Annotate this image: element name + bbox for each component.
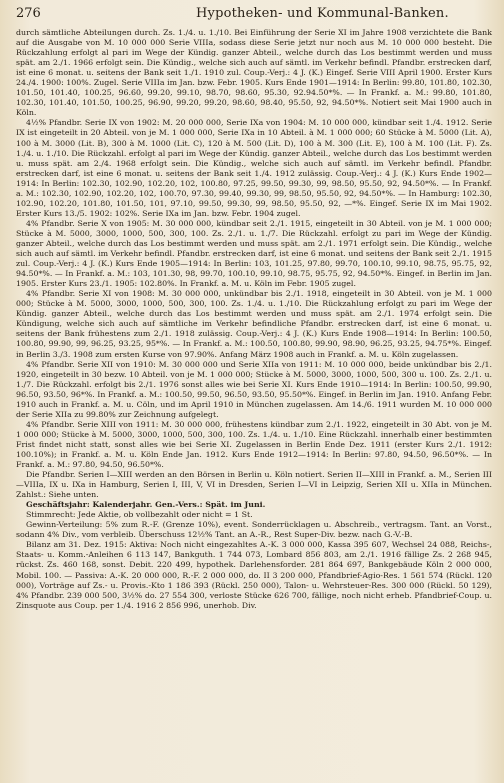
paragraph-bilanz: Bilanz am 31. Dez. 1915: Aktiva: Noch nicht eingezahltes A.-K. 3 000 000, Kassa 395 607, Wechsel 24 088, Reichs-, Staats- u. Komm.-Anleihen 6 113 147, Bankguth. 1 744 073, Lombard 856 803, am 2./1. 1916 fällige Zs. 2 268 945, rückst. Zs. 460 168, sonst. Debit. 220 499, hypothek. Darlehensforder. 281 864 697, Bankgebäude Köln 2 000 000, Mobil. 100. — Passiva: A.-K. 20 000 000, R.-F. 2 000 000, do. II 3 200 000, Pfandbrief-Agio-Res. 1 561 574 (Rückl. 120 000), Vorträge auf Zs.- u. Provis.-Kto 1 186 393 (Rückl. 250 000), Talon- u. Wehrsteuer-Res. 300 000 (Rückl. 50 129), 4% Pfandbr. 239 000 500, 3½% do. 27 554 300, verloste Stücke 626 700, fällige, noch nicht erheb. Pfandbrief-Coup. u. Zinsquote aus Coup. per 1./4. 1916 2 856 996, unerhob. Div.	[16, 540, 492, 610]
paragraph-serie-viii: durch sämtliche Abteilungen durch. Zs. 1./4. u. 1./10. Bei Einführung der Serie XI im Jahre 1908 verzichtete die Bank auf die Ausgabe von M. 10 000 000 Serie VIIIa, sodass diese Serie jetzt nur noch aus M. 10 000 000 besteht. Die Rückzahlung erfolgt al pari im Wege der Kündig. ganzer Abteil., welche durch das Los bestimmt werden und muss spät. am 2./1. 1966 erfolgt sein. Die Kündig., welche sich auch auf sämtl. im Verkehr befindl. Pfandbr. erstrecken darf, ist eine 6 monat. u. seitens der Bank seit 1./1. 1910 zul. Coup.-Verj.: 4 J. (K.) Eingef. Serie VIII April 1900. Erster Kurs 24./4. 1900: 100%. Zugel. Serie VIIIa im Jan. bzw. Febr. 1905. Kurs Ende 1901—1914: In Berlin: 99.80, 101.80, 102.30, 101.50, 101.40, 100.25, 96.60, 99.20, 99.10, 98.70, 98.60, 95.30, 92.94.50*%. — In Frankf. a. M.: 99.80, 101.80, 102.30, 101.40, 101.50, 100.25, 96.90, 99.20, 99.20, 98.60, 98.40, 95.50, 92, 94.50*%. Notiert seit Mai 1900 auch in Köln.	[16, 28, 492, 118]
running-head: Hypotheken- und Kommunal-Banken.	[196, 6, 449, 21]
paragraph-boersen: Die Pfandbr. Serien I—XIII werden an den Börsen in Berlin u. Köln notiert. Serien II—XIII in Frankf. a. M., Serien III—VIIIa, IX u. IXa in Hamburg, Serien I, III, V, VI in Dresden, Serien I—VI in Leipzig, Serien XII u. XIIa in München. Zahlst.: Siehe unten.	[16, 470, 492, 500]
paragraph-serie-xi: 4% Pfandbr. Serie XI von 1908: M. 30 000 000, unkündbar bis 2./1. 1918, eingeteilt in 30 Abteil. von je M. 1 000 000; Stücke à M. 5000, 3000, 1000, 500, 300, 100. Zs. 1./4. u. 1./10. Die Rückzahlung erfolgt zu pari im Wege der Kündig. ganzer Abteil., welche durch das Los bestimmt werden und muss spät. am 2./1. 1974 erfolgt sein. Die Kündigung, welche sich auch auf sämtliche im Verkehr befindliche Pfandbr. erstrecken darf, ist eine 6 monat. u. seitens der Bank frühestens zum 2./1. 1918 zulässig. Coup.-Verj.: 4 J. (K.) Kurs Ende 1908—1914: In Berlin: 100.50, 100.80, 99.90, 99, 96.25, 93.25, 95*%. — In Frankf. a. M.: 100.50, 100.80, 99.90, 98.90, 96.25, 93.25, 94.75*%. Eingef. in Berlin 3./3. 1908 zum ersten Kurse von 97.90%. Anfang März 1908 auch in Frankf. a. M. u. Köln zugelassen.	[16, 289, 492, 359]
paragraph-serie-xii: 4% Pfandbr. Serie XII von 1910: M. 30 000 000 und Serie XIIa von 1911: M. 10 000 000, beide unkündbar bis 2./1. 1920, eingeteilt in 30 bezw. 10 Abteil. von je M. 1 000 000; Stücke à M. 5000, 3000, 1000, 500, 300 u. 100. Zs. 2./1. u. 1./7. Die Rückzahl. erfolgt bis 2./1. 1976 sonst alles wie bei Serie XI. Kurs Ende 1910—1914: In Berlin: 100.50, 99.90, 96.50, 93.50, 96*%. In Frankf. a. M.: 100.50, 99.50, 96.50, 93.50, 95.50*%. Eingef. in Berlin im Jan. 1910. Anfang Febr. 1910 auch in Frankf. a. M. u. Cöln, und im April 1910 in München zugelassen. Am 14./6. 1911 wurden M. 10 000 000 der Serie XIIa zu 99.80% zur Zeichnung aufgelegt.	[16, 359, 492, 419]
paragraph-serie-ix: 4½% Pfandbr. Serie IX von 1902: M. 20 000 000, Serie IXa von 1904: M. 10 000 000, kündbar seit 1./4. 1912. Serie IX ist eingeteilt in 20 Abteil. von je M. 1 000 000, Serie IXa in 10 Abteil. à M. 1 000 000; 60 Stücke à M. 5000 (Lit. A), 100 à M. 3000 (Lit. B), 300 à M. 1000 (Lit. C), 120 à M. 500 (Lit. D), 100 à M. 300 (Lit. E), 100 à M. 100 (Lit. F). Zs. 1./4. u. 1./10. Die Rückzahl. erfolgt al pari im Wege der Kündig. ganzer Abteil., welche durch das Los bestimmt werden u. muss spät. am 2./4. 1968 erfolgt sein. Die Kündig., welche sich auch auf sämtl. im Verkehr befindl. Pfandbr. erstrecken darf, ist eine 6 monat. u. seitens der Bank seit 1./4. 1912 zulässig. Coup.-Verj.: 4 J. (K.) Kurs Ende 1902—1914: In Berlin: 102.30, 102.90, 102.20, 102, 100.80, 97.25, 99.50, 99.30, 99, 98.50, 95.50, 92, 94.50*%. — In Frankf. a. M.: 102.30, 102.90, 102.20, 102, 100.70, 97.30, 99.40, 99.30, 99, 98.50, 95.50, 92, 94.50*%. — In Hamburg: 102.30, 102.90, 102.20, 101.80, 101.50, 101, 97.10, 99.50, 99.30, 99, 98.50, 95.50, 92, —*%. Eingef. Serie IX im Mai 1902. Erster Kurs 13./5. 1902: 102%. Serie IXa im Jan. bzw. Febr. 1904 zugel.	[16, 118, 492, 218]
paragraph-stimmrecht: Stimmrecht: Jede Aktie, ob vollbezahlt oder nicht = 1 St.	[26, 510, 253, 520]
paragraph-serie-x: 4% Pfandbr. Serie X von 1905: M. 30 000 000, kündbar seit 2./1. 1915, eingeteilt in 30 Abteil. von je M. 1 000 000; Stücke à M. 5000, 3000, 1000, 500, 300, 100. Zs. 2./1. u. 1./7. Die Rückzahl. erfolgt zu pari im Wege der Kündig. ganzer Abteil., welche durch das Los bestimmt werden und muss spät. am 2./1. 1971 erfolgt sein. Die Kündig., welche sich auch auf sämtl. im Verkehr befindl. Pfandbr. erstrecken darf, ist eine 6 monat. und seitens der Bank seit 2./1. 1915 zul. Coup.-Verj.: 4 J. (K.) Kurs Ende 1905—1914: In Berlin: 103, 101.25, 97.80, 99.70, 100.10, 99.10, 98.75, 95.75, 92, 94.50*%. — In Frankf. a. M.: 103, 101.30, 98, 99.70, 100.10, 99.10, 98.75, 95.75, 92, 94.50*%. Eingef. in Berlin im Jan. 1905. Erster Kurs 23./1. 1905: 102.80%. In Frankf. a. M. u. Köln im Febr. 1905 zugel.	[16, 218, 492, 289]
paragraph-gewinn-verteilung: Gewinn-Verteilung: 5% zum R.-F. (Grenze 10%), event. Sonderrücklagen u. Abschreib., vertragsm. Tant. an Vorst., sodann 4% Div., vom verbleib. Überschuss 12½% Tant. an A.-R., Rest Super-Div. bezw. nach G.-V.-B.	[16, 520, 492, 540]
paragraph-geschaeftsjahr: Geschäftsjahr: Kalenderjahr. Gen.-Vers.: Spät. im Juni.	[26, 500, 266, 510]
paragraph-serie-xiii: 4% Pfandbr. Serie XIII von 1911: M. 30 000 000, frühestens kündbar zum 2./1. 1922, eingeteilt in 30 Abt. von je M. 1 000 000; Stücke à M. 5000, 3000, 1000, 500, 300, 100. Zs. 1./4. u. 1./10. Eine Rückzahl. innerhalb einer bestimmten Frist findet nicht statt, sonst alles wie bei Serie XI. Zugelassen in Berlin Ende Dez. 1911 (erster Kurs 2./1. 1912: 100.10%); in Frankf. a. M. u. Köln Ende Jan. 1912. Kurs Ende 1912—1914: In Berlin: 97.80, 94.50, 96.50*%. — In Frankf. a. M.: 97.80, 94.50, 96.50*%.	[16, 419, 492, 470]
page-header	[16, 6, 492, 28]
page-number: 276	[16, 6, 41, 21]
body-text	[16, 28, 492, 611]
